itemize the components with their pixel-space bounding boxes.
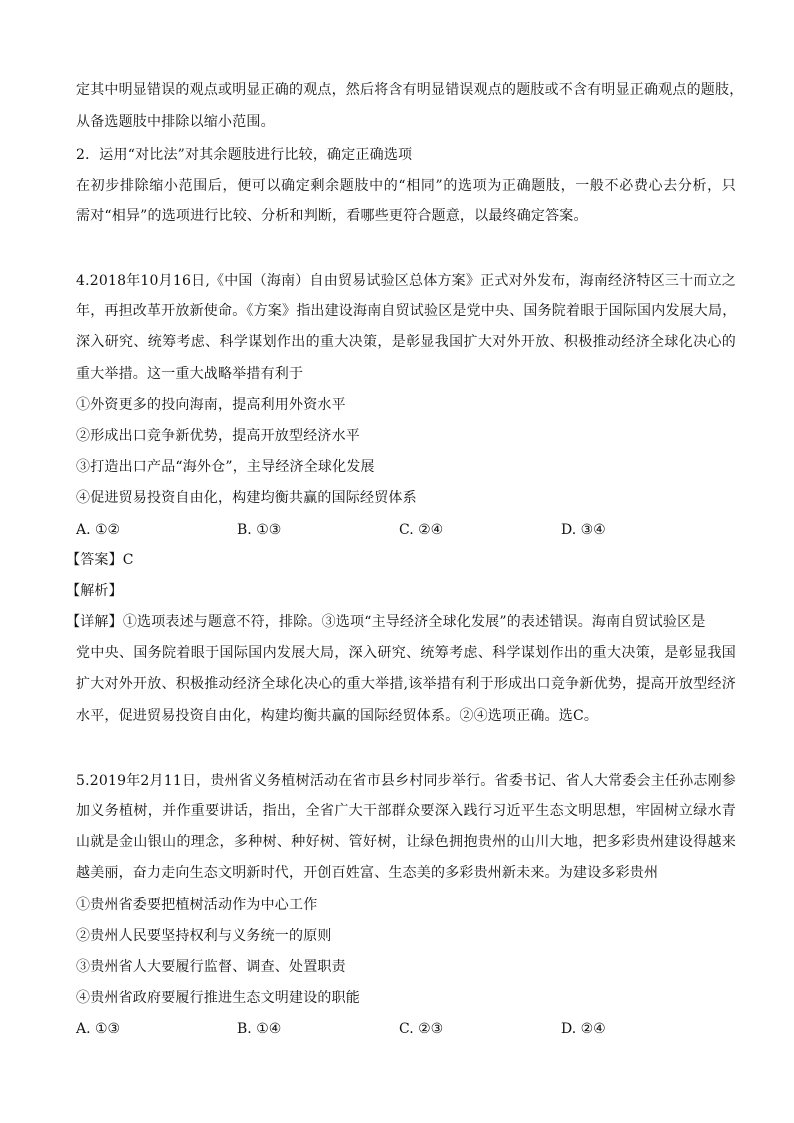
- q5-item-2: ②贵州人民要坚持权利与义务统一的原则: [76, 928, 332, 944]
- q4-stem-line-3: 深入研究、统筹考虑、科学谋划作出的重大决策，是彰显我国扩大对外开放、积极推动经济全球化决心的: [76, 334, 736, 350]
- q4-option-d: D. ③④: [561, 522, 606, 538]
- step2-title: 2．运用“对比法”对其余题肢进行比较，确定正确选项: [76, 147, 413, 163]
- q5-stem-line-3: 山就是金山银山的理念，多种树、种好树、管好树，让绿色拥抱贵州的山川大地，把多彩贵州建设得越来: [76, 834, 736, 850]
- q4-option-b: B. ①③: [237, 522, 282, 538]
- q4-detail-line-2: 党中央、国务院着眼于国际国内发展大局，深入研究、统筹考虑、科学谋划作出的重大决策，是彰显我国: [76, 645, 736, 661]
- q4-detail-line-3: 扩大对外开放、积极推动经济全球化决心的重大举措,该举措有利于形成出口竞争新优势，提高开放型经济: [76, 676, 736, 692]
- intro-line-2: 从备选题肢中排除以缩小范围。: [76, 114, 275, 130]
- q4-stem-line-1: 4.2018年10月16日,《中国（海南）自由贸易试验区总体方案》正式对外发布，海南经济特区三十而立之: [76, 273, 736, 289]
- q5-item-3: ③贵州省人大要履行监督、调查、处置职责: [76, 959, 346, 975]
- q5-option-b: B. ①④: [237, 1021, 282, 1037]
- q5-stem-line-2: 加义务植树，并作重要讲话，指出，全省广大干部群众要深入践行习近平生态文明思想，牢固树立绿水青: [76, 803, 736, 819]
- q5-option-d: D. ②④: [561, 1021, 606, 1037]
- intro-line-1: 定其中明显错误的观点或明显正确的观点，然后将含有明显错误观点的题肢或不含有明显正确观点的题肢，: [76, 82, 744, 98]
- q4-option-a: A. ①②: [76, 522, 121, 538]
- q4-detail-label: 【详解】: [66, 614, 123, 630]
- q4-item-2: ②形成出口竞争新优势，提高开放型经济水平: [76, 428, 360, 444]
- q4-detail-line-4: 水平，促进贸易投资自由化，构建均衡共赢的国际经贸体系。②④选项正确。选C。: [76, 708, 599, 724]
- q4-stem-line-4: 重大举措。这一重大战略举措有利于: [76, 366, 304, 382]
- step2-line-2: 需对“相异”的选项进行比较、分析和判断，看哪些更符合题意，以最终确定答案。: [76, 208, 588, 224]
- q5-option-a: A. ①③: [76, 1021, 121, 1037]
- q5-item-4: ④贵州省政府要履行推进生态文明建设的职能: [76, 990, 360, 1006]
- q4-option-c: C. ②④: [399, 522, 444, 538]
- q5-stem-line-4: 越美丽，奋力走向生态文明新时代，开创百姓富、生态美的多彩贵州新未来。为建设多彩贵州: [76, 865, 659, 881]
- q4-stem-line-2: 年，再担改革开放新使命。《方案》指出建设海南自贸试验区是党中央、国务院着眼于国际国内发展大局，: [76, 303, 737, 319]
- q4-item-3: ③打造出口产品“海外仓”，主导经济全球化发展: [76, 459, 375, 475]
- step2-line-1: 在初步排除缩小范围后，便可以确定剩余题肢中的“相同”的选项为正确题肢，一般不必费心去分析，只: [76, 178, 736, 194]
- q5-stem-line-1: 5.2019年2月11日，贵州省义务植树活动在省市县乡村同步举行。省委书记、省人大常委会主任孙志刚参: [76, 773, 736, 789]
- q4-analysis-label: 【解析】: [66, 583, 123, 599]
- q4-item-1: ①外资更多的投向海南，提高利用外资水平: [76, 397, 346, 413]
- q5-item-1: ①贵州省委要把植树活动作为中心工作: [76, 897, 318, 913]
- q4-detail-line-1: [66, 612, 736, 632]
- q4-detail-first-text: ①选项表述与题意不符，排除。③选项“主导经济全球化发展”的表述错误。海南自贸试验区是: [122, 614, 706, 630]
- q4-item-4: ④促进贸易投资自由化，构建均衡共赢的国际经贸体系: [76, 490, 417, 506]
- q5-option-c: C. ②③: [399, 1021, 444, 1037]
- q4-answer: 【答案】C: [66, 552, 134, 568]
